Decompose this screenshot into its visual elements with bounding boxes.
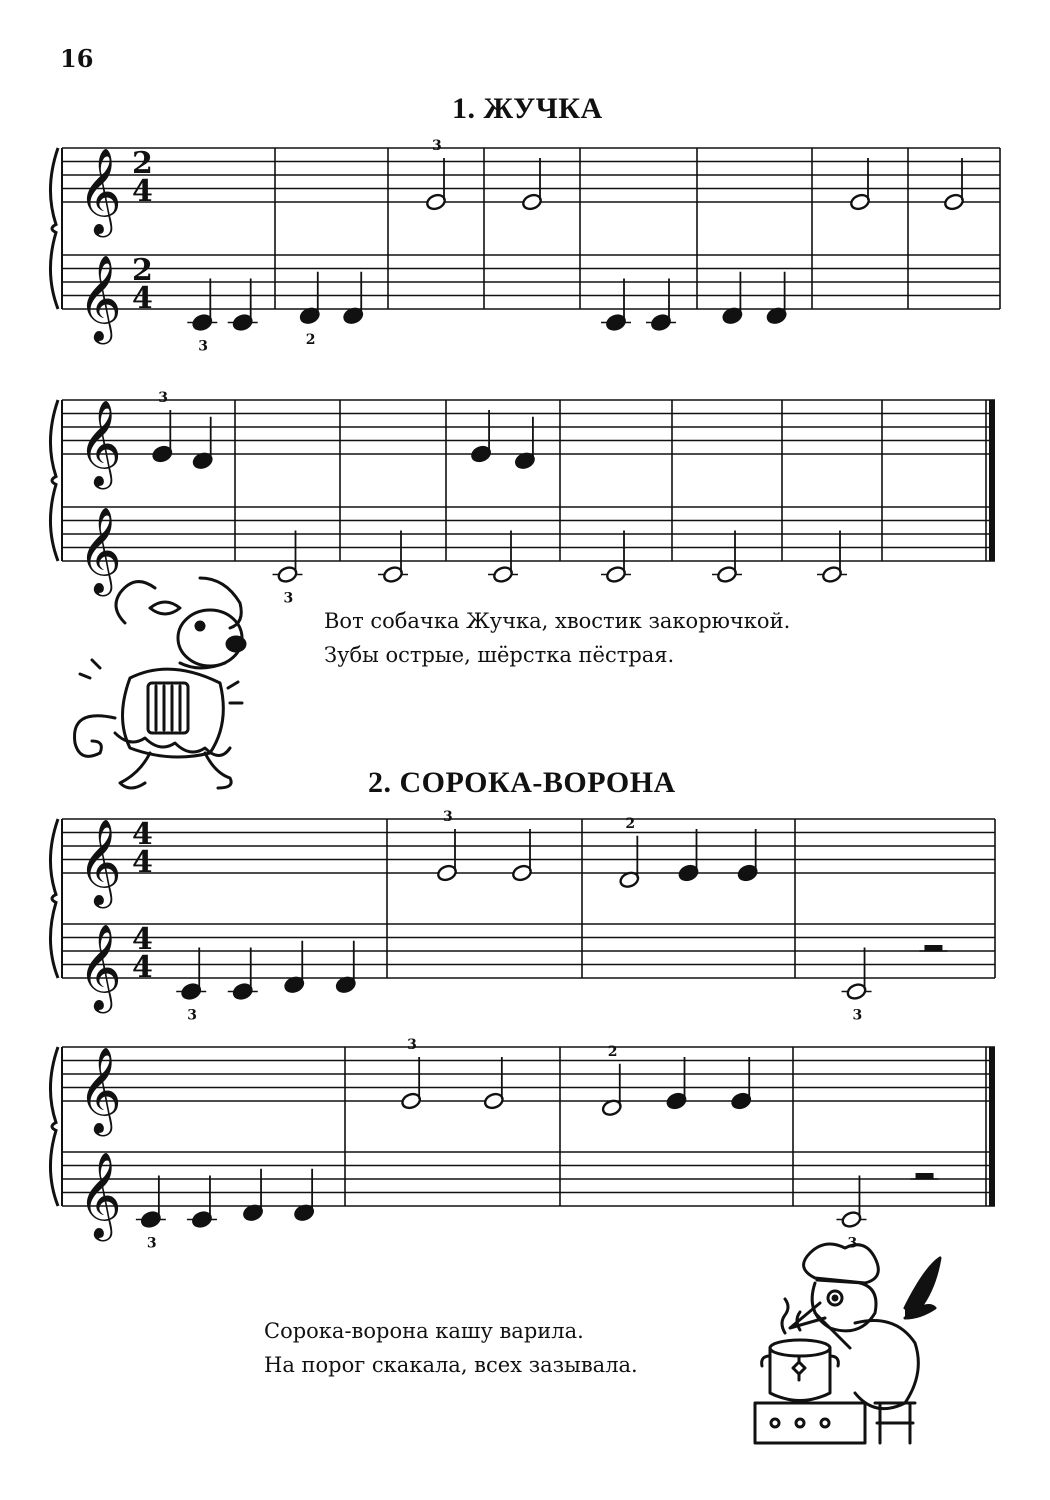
fingering-number: 3 <box>283 590 294 607</box>
fingering-number: 3 <box>847 1235 858 1252</box>
song-title-zhuchka: 1. ЖУЧКА <box>452 92 603 125</box>
lyrics-line: На порог скакала, всех зазывала. <box>264 1353 638 1377</box>
song-title-soroka-vorona: 2. СОРОКА-ВОРОНА <box>368 766 676 799</box>
lyrics-soroka-vorona <box>264 1314 638 1382</box>
fingering-number: 3 <box>852 1007 863 1024</box>
lyrics-zhuchka <box>324 604 790 672</box>
treble-clef-icon: 𝄞 <box>78 148 122 234</box>
brace-icon <box>50 400 58 561</box>
treble-clef-icon: 𝄞 <box>78 819 122 905</box>
lyrics-line: Зубы острые, шёрстка пёстрая. <box>324 643 675 667</box>
fingering-number: 3 <box>432 138 442 154</box>
time-signature-denominator: 4 <box>132 950 153 985</box>
fingering-number: 2 <box>607 1043 618 1060</box>
fingering-number: 3 <box>407 1037 417 1053</box>
fingering-number: 3 <box>198 338 209 355</box>
time-signature-numerator: 2 <box>132 146 153 181</box>
time-signature-denominator: 4 <box>132 174 153 209</box>
brace-icon <box>50 1047 58 1206</box>
fingering-number: 3 <box>158 390 169 406</box>
dog-illustration <box>60 568 250 798</box>
time-signature-numerator: 2 <box>132 253 153 288</box>
fingering-number: 3 <box>146 1235 157 1252</box>
treble-clef-icon: 𝄞 <box>78 1152 122 1238</box>
brace-icon <box>50 148 58 309</box>
brace-icon <box>50 819 58 978</box>
treble-clef-icon: 𝄞 <box>78 1047 122 1133</box>
treble-clef-icon: 𝄞 <box>78 507 122 593</box>
time-signature-numerator: 4 <box>132 922 153 957</box>
half-rest <box>916 1173 934 1179</box>
treble-clef-icon: 𝄞 <box>78 255 122 341</box>
fingering-number: 3 <box>443 809 453 825</box>
lyrics-line: Сорока-ворона кашу варила. <box>264 1319 584 1343</box>
treble-clef-icon: 𝄞 <box>78 400 122 486</box>
time-signature-denominator: 4 <box>132 281 153 316</box>
crow-illustration <box>755 1235 955 1448</box>
fingering-number: 2 <box>305 331 316 348</box>
time-signature-numerator: 4 <box>132 817 153 852</box>
page-number: 16 <box>60 44 94 73</box>
time-signature-denominator: 4 <box>132 845 153 880</box>
fingering-number: 2 <box>625 815 636 832</box>
lyrics-line: Вот собачка Жучка, хвостик закорючкой. <box>324 609 791 633</box>
half-rest <box>924 945 942 951</box>
treble-clef-icon: 𝄞 <box>78 924 122 1010</box>
fingering-number: 3 <box>187 1007 197 1024</box>
